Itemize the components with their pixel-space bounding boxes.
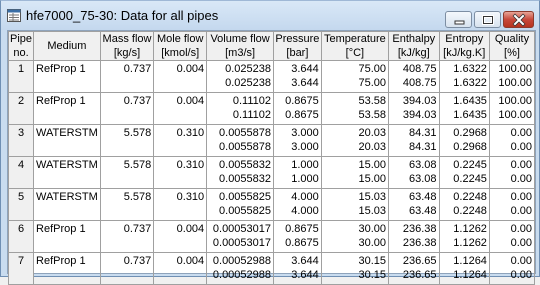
cell-entropy bbox=[439, 157, 489, 189]
cell-mole-flow: 0.004 bbox=[154, 221, 207, 253]
cell-value: 1.6435 bbox=[453, 109, 487, 121]
cell-value: 75.00 bbox=[358, 63, 387, 75]
cell-value: 3.644 bbox=[291, 269, 319, 281]
cell-value: 0.0055825 bbox=[219, 205, 272, 217]
cell-enthalpy bbox=[389, 253, 440, 285]
cell-entropy bbox=[439, 221, 489, 253]
cell-volume-flow bbox=[207, 253, 274, 285]
cell-enthalpy bbox=[389, 221, 440, 253]
cell-value: 30.00 bbox=[358, 237, 387, 249]
cell-pressure bbox=[274, 93, 322, 125]
column-header-temperature[interactable] bbox=[321, 32, 388, 61]
cell-value: 0.2248 bbox=[453, 191, 487, 203]
cell-mole-flow: 0.310 bbox=[154, 157, 207, 189]
cell-value: 0.00 bbox=[510, 269, 532, 281]
close-button[interactable] bbox=[503, 11, 534, 28]
table-row[interactable] bbox=[9, 93, 535, 125]
cell-value: 0.8675 bbox=[285, 95, 319, 107]
cell-value: 53.58 bbox=[358, 109, 387, 121]
cell-value: 1.1264 bbox=[453, 255, 487, 267]
cell-pressure bbox=[274, 157, 322, 189]
pipe-data-table bbox=[8, 31, 535, 285]
column-header-line: Medium bbox=[47, 40, 87, 52]
cell-value: 236.65 bbox=[402, 269, 437, 281]
cell-value: 3.644 bbox=[291, 77, 319, 89]
cell-mole-flow: 0.004 bbox=[154, 253, 207, 285]
cell-entropy bbox=[439, 253, 489, 285]
cell-value: 100.00 bbox=[498, 77, 532, 89]
cell-value: 0.025238 bbox=[225, 77, 272, 89]
column-header-line: Mass flow bbox=[102, 33, 152, 45]
cell-medium: WATERSTM bbox=[34, 157, 101, 189]
column-header-line: [%] bbox=[504, 47, 520, 59]
close-icon bbox=[504, 12, 535, 29]
title-bar[interactable] bbox=[1, 1, 539, 30]
table-row[interactable] bbox=[9, 125, 535, 157]
cell-value: 394.03 bbox=[402, 95, 437, 107]
cell-mass-flow: 5.578 bbox=[100, 157, 154, 189]
column-header-line: Quality bbox=[494, 33, 530, 45]
column-header-line: [kJ/kg.K] bbox=[443, 47, 486, 59]
cell-volume-flow bbox=[207, 93, 274, 125]
cell-value: 394.03 bbox=[402, 109, 437, 121]
cell-pressure bbox=[274, 125, 322, 157]
app-icon bbox=[7, 9, 21, 22]
column-header-quality[interactable] bbox=[489, 32, 534, 61]
cell-value: 0.00053017 bbox=[212, 237, 272, 249]
cell-value: 1.6322 bbox=[453, 77, 487, 89]
column-header-mole-flow[interactable] bbox=[154, 32, 207, 61]
cell-medium: RefProp 1 bbox=[34, 61, 101, 93]
cell-entropy bbox=[439, 125, 489, 157]
cell-value: 20.03 bbox=[358, 127, 387, 139]
cell-quality bbox=[489, 125, 534, 157]
pipe-data-grid[interactable] bbox=[7, 30, 536, 281]
table-row[interactable] bbox=[9, 157, 535, 189]
cell-volume-flow bbox=[207, 157, 274, 189]
cell-value: 0.00 bbox=[510, 205, 532, 217]
cell-value: 0.00 bbox=[510, 237, 532, 249]
cell-volume-flow bbox=[207, 221, 274, 253]
cell-mass-flow: 0.737 bbox=[100, 221, 154, 253]
cell-value: 30.00 bbox=[358, 223, 387, 235]
cell-value: 100.00 bbox=[498, 95, 532, 107]
cell-value: 4.000 bbox=[291, 191, 319, 203]
cell-value: 4.000 bbox=[291, 205, 319, 217]
cell-volume-flow bbox=[207, 61, 274, 93]
cell-enthalpy bbox=[389, 189, 440, 221]
column-header-line: Entropy bbox=[445, 33, 484, 45]
cell-entropy bbox=[439, 61, 489, 93]
column-header-line: [kmol/s] bbox=[161, 47, 200, 59]
cell-mass-flow: 5.578 bbox=[100, 125, 154, 157]
column-header-line: [bar] bbox=[286, 47, 309, 59]
cell-value: 15.00 bbox=[358, 173, 387, 185]
cell-quality bbox=[489, 189, 534, 221]
cell-value: 0.8675 bbox=[285, 223, 319, 235]
cell-pipe-no: 5 bbox=[9, 189, 34, 221]
cell-value: 0.00 bbox=[510, 223, 532, 235]
minimize-icon bbox=[446, 12, 473, 29]
column-header-line: Volume flow bbox=[210, 33, 270, 45]
cell-quality bbox=[489, 253, 534, 285]
cell-volume-flow bbox=[207, 189, 274, 221]
column-header-line: Mole flow bbox=[156, 33, 204, 45]
cell-pipe-no: 1 bbox=[9, 61, 34, 93]
cell-quality bbox=[489, 61, 534, 93]
table-row[interactable] bbox=[9, 61, 535, 93]
cell-value: 15.03 bbox=[358, 205, 387, 217]
cell-value: 0.00 bbox=[510, 141, 532, 153]
cell-value: 236.38 bbox=[402, 223, 437, 235]
column-header-pipe-no[interactable] bbox=[9, 32, 34, 61]
cell-value: 0.00 bbox=[510, 191, 532, 203]
cell-entropy bbox=[439, 189, 489, 221]
cell-value: 63.48 bbox=[409, 205, 437, 217]
cell-value: 0.00 bbox=[510, 159, 532, 171]
column-header-line: Pressure bbox=[275, 33, 320, 45]
cell-value: 30.15 bbox=[358, 269, 387, 281]
column-header-line: [m3/s] bbox=[225, 47, 256, 59]
cell-quality bbox=[489, 157, 534, 189]
cell-value: 3.000 bbox=[291, 127, 319, 139]
maximize-button[interactable] bbox=[474, 11, 501, 28]
cell-medium: RefProp 1 bbox=[34, 93, 101, 125]
cell-medium: WATERSTM bbox=[34, 125, 101, 157]
cell-temperature bbox=[321, 93, 388, 125]
cell-value: 236.65 bbox=[402, 255, 437, 267]
cell-value: 1.1262 bbox=[453, 237, 487, 249]
column-header-line: Enthalpy bbox=[392, 33, 436, 45]
cell-medium: RefProp 1 bbox=[34, 221, 101, 253]
cell-pressure bbox=[274, 61, 322, 93]
minimize-button[interactable] bbox=[445, 11, 472, 28]
cell-pipe-no: 3 bbox=[9, 125, 34, 157]
cell-mole-flow: 0.004 bbox=[154, 93, 207, 125]
cell-enthalpy bbox=[389, 157, 440, 189]
cell-value: 15.00 bbox=[358, 159, 387, 171]
cell-enthalpy bbox=[389, 93, 440, 125]
cell-value: 1.1264 bbox=[453, 269, 487, 281]
cell-value: 0.2245 bbox=[453, 173, 487, 185]
cell-value: 0.00052988 bbox=[212, 269, 272, 281]
cell-value: 0.8675 bbox=[285, 109, 319, 121]
cell-temperature bbox=[321, 125, 388, 157]
cell-temperature bbox=[321, 221, 388, 253]
cell-value: 0.0055825 bbox=[219, 191, 272, 203]
column-header-enthalpy[interactable] bbox=[389, 32, 440, 61]
cell-value: 30.15 bbox=[358, 255, 387, 267]
cell-pipe-no: 7 bbox=[9, 253, 34, 285]
cell-mass-flow: 0.737 bbox=[100, 61, 154, 93]
column-header-pressure[interactable] bbox=[274, 32, 322, 61]
cell-volume-flow bbox=[207, 125, 274, 157]
column-header-line: Pipe bbox=[10, 33, 33, 45]
header-row bbox=[9, 32, 535, 61]
cell-enthalpy bbox=[389, 61, 440, 93]
cell-temperature bbox=[321, 253, 388, 285]
cell-value: 0.0055878 bbox=[219, 127, 272, 139]
cell-enthalpy bbox=[389, 125, 440, 157]
column-header-line: [kJ/kg] bbox=[397, 47, 430, 59]
cell-value: 0.00 bbox=[510, 255, 532, 267]
cell-temperature bbox=[321, 61, 388, 93]
cell-value: 0.0055832 bbox=[219, 159, 272, 171]
cell-value: 0.00052988 bbox=[212, 255, 272, 267]
cell-pressure bbox=[274, 253, 322, 285]
cell-mass-flow: 0.737 bbox=[100, 253, 154, 285]
cell-value: 0.00 bbox=[510, 127, 532, 139]
cell-value: 63.08 bbox=[409, 159, 437, 171]
cell-pipe-no: 4 bbox=[9, 157, 34, 189]
cell-value: 236.38 bbox=[402, 237, 437, 249]
cell-value: 84.31 bbox=[409, 141, 437, 153]
cell-quality bbox=[489, 221, 534, 253]
cell-value: 0.11102 bbox=[232, 109, 272, 121]
table-body bbox=[9, 61, 535, 285]
cell-medium: RefProp 1 bbox=[34, 253, 101, 285]
cell-value: 0.11102 bbox=[232, 95, 272, 107]
cell-pipe-no: 2 bbox=[9, 93, 34, 125]
cell-temperature bbox=[321, 189, 388, 221]
cell-value: 100.00 bbox=[498, 63, 532, 75]
cell-temperature bbox=[321, 157, 388, 189]
cell-value: 0.2245 bbox=[453, 159, 487, 171]
table-row[interactable] bbox=[9, 221, 535, 253]
cell-value: 0.2968 bbox=[453, 127, 487, 139]
cell-value: 0.0055832 bbox=[219, 173, 272, 185]
cell-value: 3.644 bbox=[291, 63, 319, 75]
cell-pipe-no: 6 bbox=[9, 221, 34, 253]
cell-mole-flow: 0.310 bbox=[154, 189, 207, 221]
table-row[interactable] bbox=[9, 253, 535, 285]
cell-pressure bbox=[274, 221, 322, 253]
cell-value: 1.000 bbox=[291, 173, 319, 185]
cell-value: 20.03 bbox=[358, 141, 387, 153]
column-header-medium[interactable] bbox=[34, 32, 101, 61]
table-row[interactable] bbox=[9, 189, 535, 221]
cell-value: 63.48 bbox=[409, 191, 437, 203]
cell-mole-flow: 0.310 bbox=[154, 125, 207, 157]
cell-value: 63.08 bbox=[409, 173, 437, 185]
cell-value: 3.000 bbox=[291, 141, 319, 153]
cell-value: 0.2248 bbox=[453, 205, 487, 217]
column-header-entropy[interactable] bbox=[439, 32, 489, 61]
cell-value: 75.00 bbox=[358, 77, 387, 89]
cell-entropy bbox=[439, 93, 489, 125]
cell-value: 408.75 bbox=[402, 63, 437, 75]
cell-value: 0.8675 bbox=[285, 237, 319, 249]
cell-value: 1.1262 bbox=[453, 223, 487, 235]
cell-value: 0.00 bbox=[510, 173, 532, 185]
cell-mole-flow: 0.004 bbox=[154, 61, 207, 93]
window-title: hfe7000_75-30: Data for all pipes bbox=[26, 8, 219, 23]
cell-value: 100.00 bbox=[498, 109, 532, 121]
cell-quality bbox=[489, 93, 534, 125]
column-header-line: Temperature bbox=[324, 33, 386, 45]
column-header-line: [°C] bbox=[345, 47, 365, 59]
cell-value: 408.75 bbox=[402, 77, 437, 89]
cell-value: 3.644 bbox=[291, 255, 319, 267]
cell-value: 1.000 bbox=[291, 159, 319, 171]
cell-value: 0.0055878 bbox=[219, 141, 272, 153]
column-header-volume-flow[interactable] bbox=[207, 32, 274, 61]
cell-value: 1.6322 bbox=[453, 63, 487, 75]
column-header-line: [kg/s] bbox=[113, 47, 141, 59]
cell-value: 0.2968 bbox=[453, 141, 487, 153]
cell-mass-flow: 5.578 bbox=[100, 189, 154, 221]
cell-value: 0.025238 bbox=[225, 63, 272, 75]
cell-value: 1.6435 bbox=[453, 95, 487, 107]
column-header-line: no. bbox=[13, 47, 29, 59]
cell-value: 0.00053017 bbox=[212, 223, 272, 235]
cell-value: 15.03 bbox=[358, 191, 387, 203]
column-header-mass-flow[interactable] bbox=[100, 32, 154, 61]
cell-value: 53.58 bbox=[358, 95, 387, 107]
cell-value: 84.31 bbox=[409, 127, 437, 139]
restore-icon bbox=[475, 12, 502, 29]
cell-medium: WATERSTM bbox=[34, 189, 101, 221]
cell-pressure bbox=[274, 189, 322, 221]
cell-mass-flow: 0.737 bbox=[100, 93, 154, 125]
